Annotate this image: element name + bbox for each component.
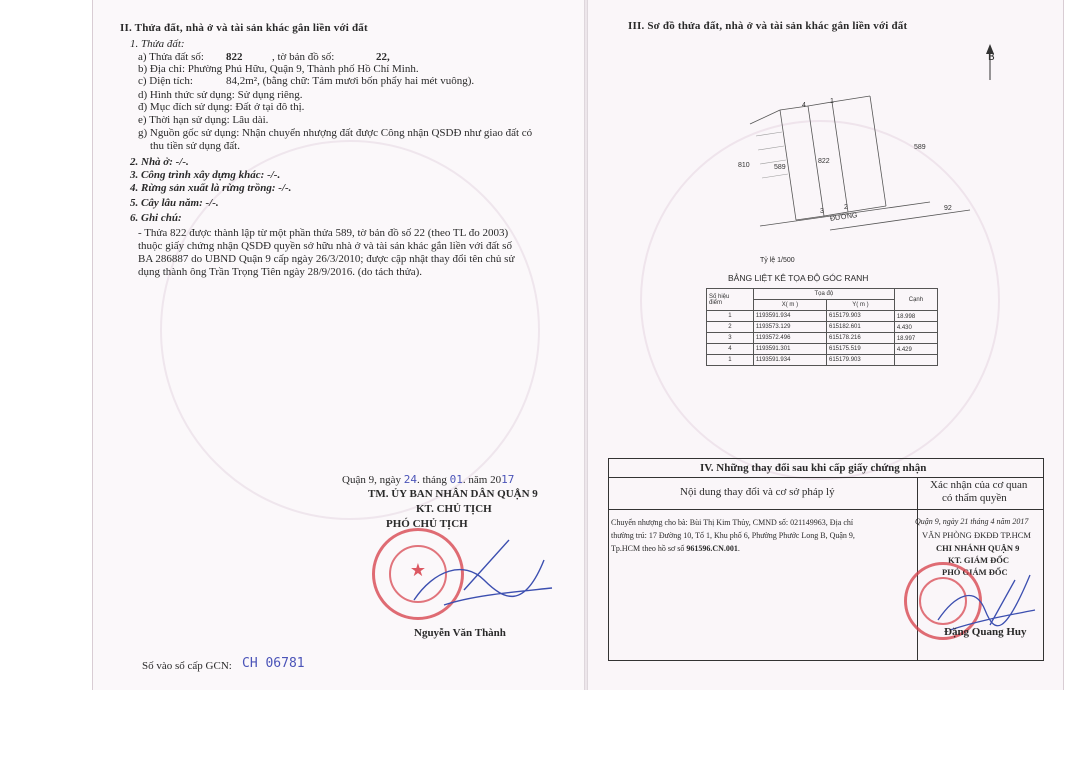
confirmation-org-2: CHI NHÁNH QUẬN 9 [936,543,1020,553]
area-label: c) Diện tích: [138,75,193,87]
table-row [707,311,938,322]
y-value: 615179.903 [827,311,895,322]
issue-day: 24 [403,473,417,486]
edge-header: Cạnh [894,289,937,311]
column-divider [917,477,918,660]
north-marker: B [988,50,995,63]
title-divider [609,477,1043,478]
x-value: 1193573.129 [753,322,826,333]
confirmation-org-1: VĂN PHÒNG ĐKĐĐ TP.HCM [922,530,1031,540]
map-sheet-label: , tờ bản đồ số: [272,51,335,63]
area-value: 84,2m², (bằng chữ: Tám mươi bốn phẩy hai mét vuông). [226,75,475,87]
perennial-trees-item: 5. Cây lâu năm: -/-. [130,197,219,209]
table-row [707,355,938,366]
x-header: X( m ) [753,300,826,311]
change-line-2: thường trú: 17 Đường 10, Tổ 1, Khu phố 6, Phường Phước Long B, Quận 9, [611,531,855,540]
parcel-number-label: a) Thửa đất số: [138,51,204,63]
notes-heading: 6. Ghi chú: [130,212,182,224]
usage-origin-line2: thu tiền sử dụng đất. [150,140,240,152]
note-line-1: - Thửa 822 được thành lập từ một phần thửa 589, tờ bản đồ số 22 (theo TL đo 2003) [138,227,509,239]
x-value: 1193572.496 [753,333,826,344]
corner-2-label: 2 [844,204,848,211]
confirmation-header-line2: có thẩm quyền [942,492,1007,504]
point-id-header-line1: Số hiệu [709,293,730,300]
point-id-header-line2: điểm [709,299,723,306]
note-line-2: thuộc giấy chứng nhận QSDĐ quyền sở hữu nhà ở và tài sản khác gắn liền với đất số [138,240,512,252]
confirmation-org-3: KT. GIÁM ĐỐC [948,555,1009,565]
confirmation-date: Quận 9, ngày 21 tháng 4 năm 2017 [915,517,1029,526]
usage-origin-line1: g) Nguồn gốc sử dụng: Nhận chuyển nhượng đất được Công nhận QSDĐ như giao đất có [138,127,533,139]
change-line-3 [611,544,740,553]
registration-label: Số vào sổ cấp GCN: [142,660,232,672]
coordinate-table-title: BẢNG LIỆT KÊ TỌA ĐỘ GÓC RANH [728,273,869,283]
coordinate-table [706,288,938,366]
issue-date-prefix: Quận 9, ngày [342,474,401,486]
corner-4-label: 4 [802,102,806,109]
map-scale: Tỷ lệ 1/500 [760,257,795,264]
x-value: 1193591.934 [753,355,826,366]
section-iii-title: III. Sơ đồ thửa đất, nhà ở và tài sản khác gắn liền với đất [628,20,908,32]
edge-value: 18.997 [894,333,937,344]
map-sheet-number: 22, [376,51,390,63]
district-seal: ★ [372,528,464,620]
authority-line-3: PHÓ CHỦ TỊCH [386,518,468,530]
issue-year-label: . năm 20 [462,474,502,486]
issue-date [342,473,514,487]
table-row [707,322,938,333]
table-row [707,333,938,344]
note-line-4: dụng thành ông Trần Trọng Tiên ngày 28/9/2016. (do tách thửa). [138,266,423,278]
issue-month: 01 [449,473,463,486]
coord-header: Tọa độ [753,289,894,300]
y-value: 615175.519 [827,344,895,355]
note-line-3: BA 286887 do UBND Quận 9 cấp ngày 26/3/2010; được cập nhật thay đổi tên chủ sử [138,253,515,265]
authority-line-1: TM. ỦY BAN NHÂN DÂN QUẬN 9 [368,488,538,500]
point-id: 4 [707,344,754,355]
usage-purpose-line: đ) Mục đích sử dụng: Đất ở tại đô thị. [138,101,305,113]
confirmation-signer: Đặng Quang Huy [944,626,1027,638]
header-divider [609,509,1043,510]
confirmation-org-4: PHÓ GIÁM ĐỐC [942,567,1008,577]
usage-form-line: d) Hình thức sử dụng: Sử dụng riêng. [138,89,303,101]
road-label: ĐƯỜNG [829,212,858,223]
page-spine [584,0,588,690]
change-file-number: 961596.CN.001 [686,544,738,553]
x-value: 1193591.934 [753,311,826,322]
edge-value: 4.429 [894,344,937,355]
point-id: 2 [707,322,754,333]
signature-left [404,530,554,630]
x-value: 1193591.301 [753,344,826,355]
edge-value-empty [894,355,937,366]
parcel-822-label: 822 [818,158,830,165]
section-ii-title: II. Thửa đất, nhà ở và tài sản khác gắn liền với đất [120,22,368,34]
corner-3-label: 3 [820,208,824,215]
issue-year: 17 [501,473,515,486]
signer-name: Nguyễn Văn Thành [414,627,506,639]
changes-column-header: Nội dung thay đổi và cơ sở pháp lý [680,486,835,498]
planted-forest-item: 4. Rừng sản xuất là rừng trồng: -/-. [130,182,292,194]
y-header: Y( m ) [827,300,895,311]
y-value: 615179.903 [827,355,895,366]
parcel-589-right-label: 589 [914,144,926,151]
parcel-number: 822 [226,51,243,63]
point-id: 3 [707,333,754,344]
y-value: 615178.216 [827,333,895,344]
y-value: 615182.601 [827,322,895,333]
corner-1-label: 1 [830,98,834,105]
usage-term-line: e) Thời hạn sử dụng: Lâu dài. [138,114,269,126]
point-id-header [707,289,754,311]
parcel-map [720,40,1020,250]
table-row [707,344,938,355]
change-line-1: Chuyển nhượng cho bà: Bùi Thị Kim Thủy, CMND số: 021149963, Địa chỉ [611,518,854,527]
parcel-589-left-label: 589 [774,164,786,171]
issue-month-label: . tháng [416,474,447,486]
change-line-3-end: . [737,544,740,553]
change-line-3-text: Tp.HCM theo hồ sơ số [611,544,685,553]
edge-value: 18.998 [894,311,937,322]
point-id: 1 [707,311,754,322]
edge-value: 4.430 [894,322,937,333]
section-iv-title: IV. Những thay đổi sau khi cấp giấy chứng nhận [700,462,927,474]
other-construction-item: 3. Công trình xây dựng khác: -/-. [130,169,281,181]
authority-line-2: KT. CHỦ TỊCH [416,503,492,515]
confirmation-header-line1: Xác nhận của cơ quan [930,479,1028,491]
address-line: b) Địa chỉ: Phường Phú Hữu, Quận 9, Thành phố Hồ Chí Minh. [138,63,419,75]
point-id: 1 [707,355,754,366]
parcel-92-label: 92 [944,205,952,212]
registration-number: CH 06781 [242,656,305,671]
house-item: 2. Nhà ở: -/-. [130,156,189,168]
parcel-810-label: 810 [738,162,750,169]
land-parcel-heading: 1. Thửa đất: [130,38,185,50]
